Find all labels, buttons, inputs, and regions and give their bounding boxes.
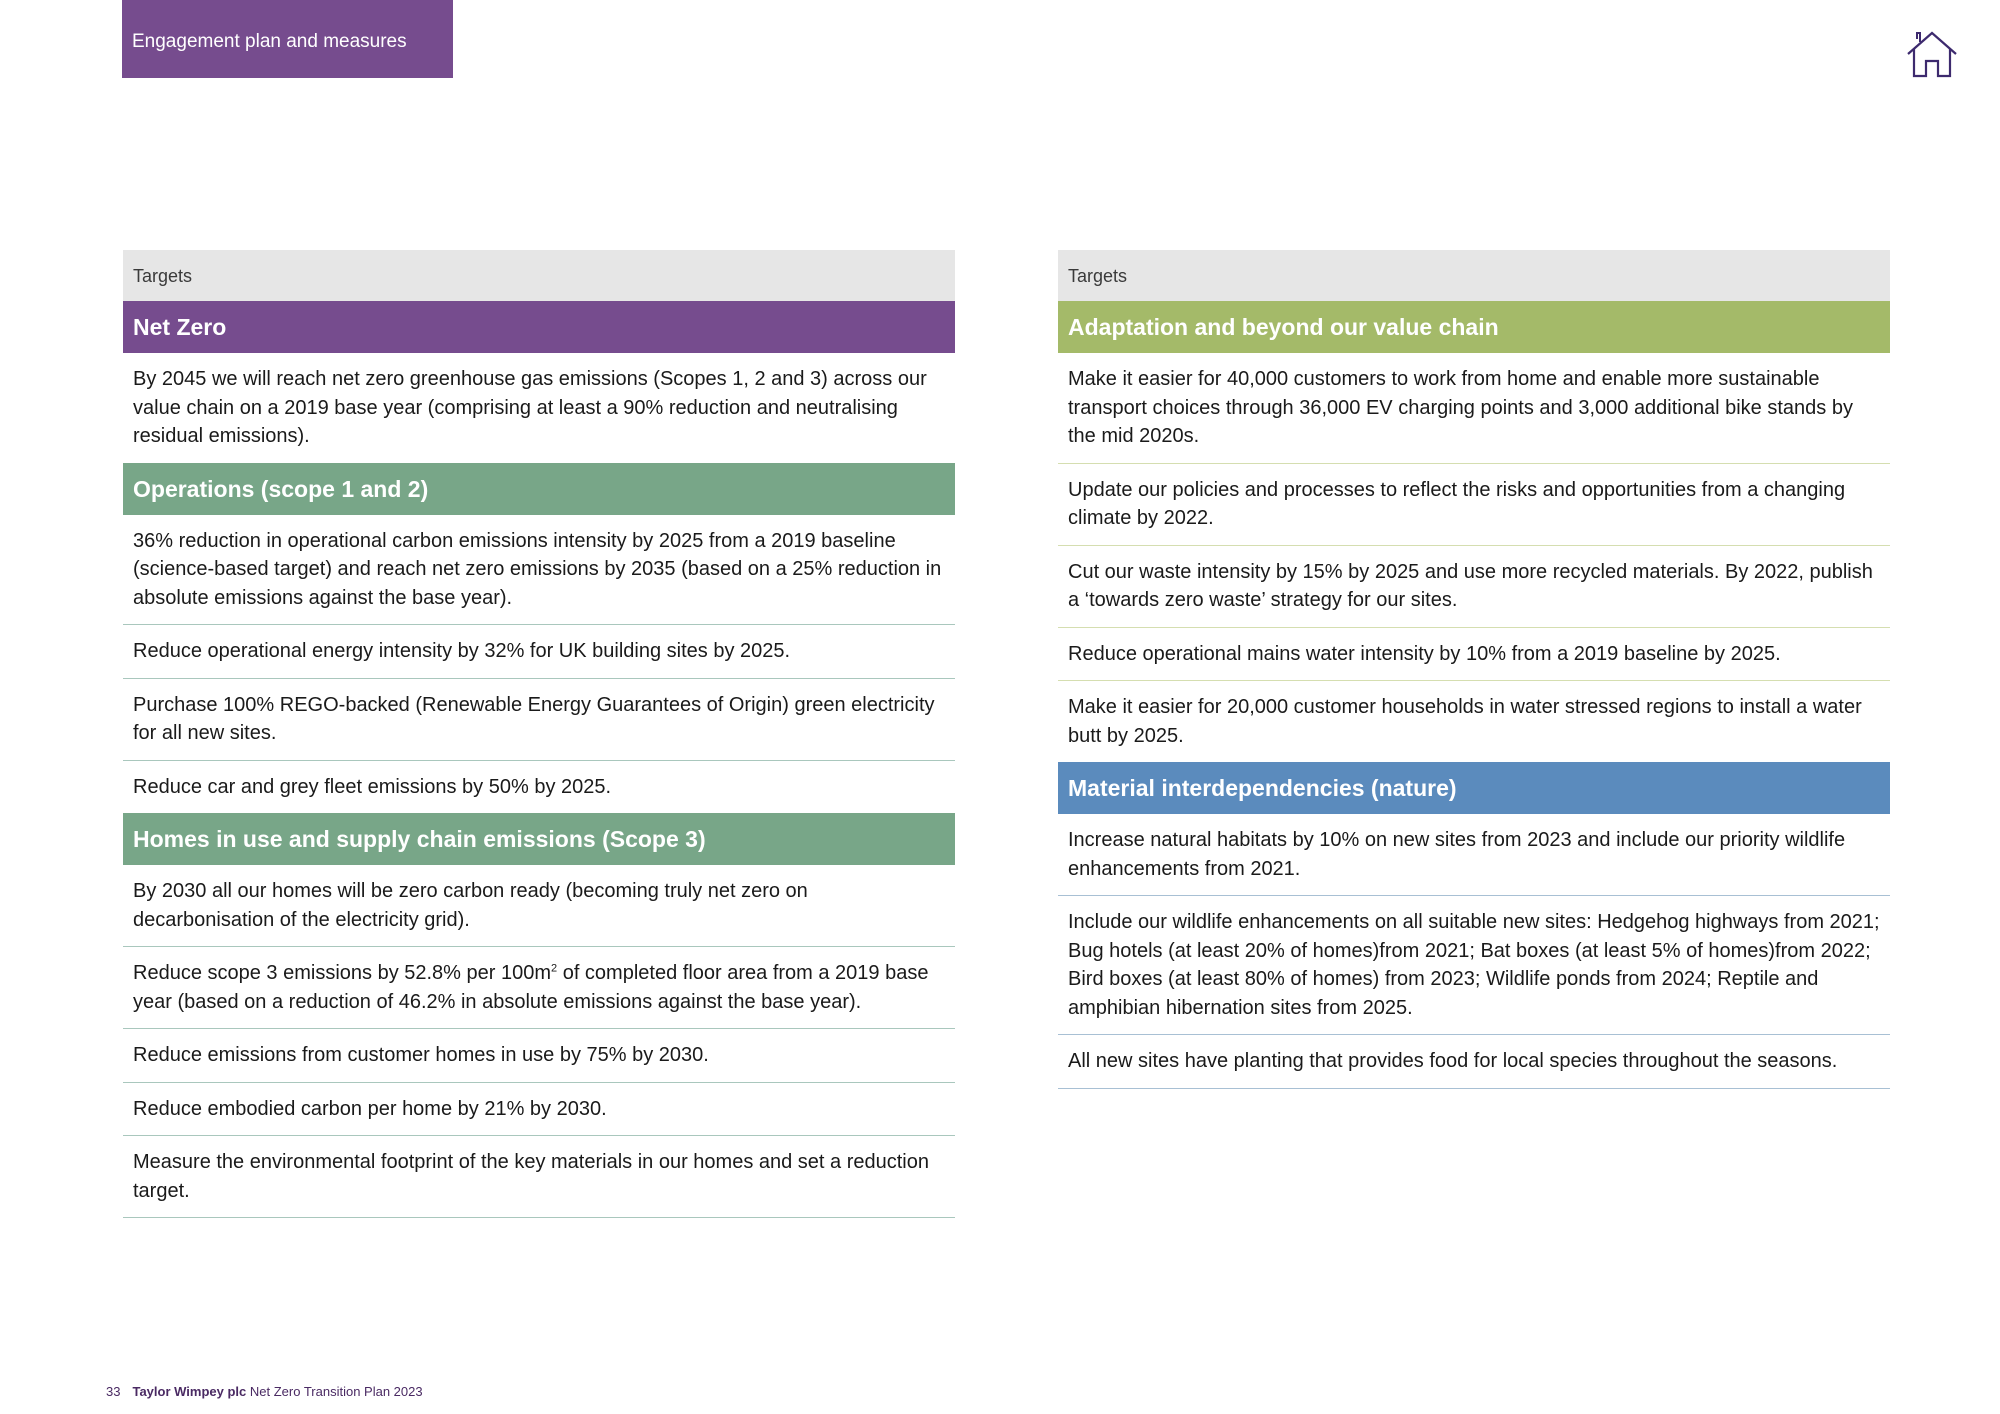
target-item: Reduce operational mains water intensity by 10% from a 2019 baseline by 2025. xyxy=(1058,628,1890,682)
target-item: Increase natural habitats by 10% on new sites from 2023 and include our priority wildlife enhancements from 2021. xyxy=(1058,814,1890,896)
page-number: 33 xyxy=(106,1384,121,1399)
target-text: of completed floor area from a 2019 base year (based on a reduction of 46.2% in absolute emissions against the base year). xyxy=(133,962,929,1013)
target-text: Reduce scope 3 emissions by 52.8% per 100m xyxy=(133,962,552,984)
section-tab[interactable]: Engagement plan and measures xyxy=(122,0,453,78)
target-item: Measure the environmental footprint of the key materials in our homes and set a reduction target. xyxy=(123,1136,955,1218)
target-item: Reduce car and grey fleet emissions by 50% by 2025. xyxy=(133,775,612,798)
target-item: Purchase 100% REGO-backed (Renewable Energy Guarantees of Origin) green electricity for all new sites. xyxy=(123,679,955,761)
target-item: Update our policies and processes to reflect the risks and opportunities from a changing climate by 2022. xyxy=(1058,464,1890,546)
material-heading: Material interdependencies (nature) xyxy=(1058,762,1890,814)
company-name: Taylor Wimpey plc xyxy=(132,1384,247,1399)
target-item: Reduce emissions from customer homes in use by 75% by 2030. xyxy=(123,1029,955,1083)
target-item: Make it easier for 40,000 customers to work from home and enable more sustainable transport choices through 36,000 EV charging points and 3,000 additional bike stands by the mid 2020s. xyxy=(1058,353,1890,464)
target-item: Make it easier for 20,000 customer households in water stressed regions to install a water butt by 2025. xyxy=(1068,696,1862,747)
target-item xyxy=(123,947,955,1029)
home-icon xyxy=(1904,30,1960,80)
target-item: All new sites have planting that provides food for local species throughout the seasons. xyxy=(1058,1035,1890,1089)
targets-header: Targets xyxy=(123,250,955,301)
target-item: Cut our waste intensity by 15% by 2025 and use more recycled materials. By 2022, publish a ‘towards zero waste’ strategy for our sites. xyxy=(1058,546,1890,628)
target-item: By 2030 all our homes will be zero carbon ready (becoming truly net zero on decarbonisation of the electricity grid). xyxy=(123,865,955,947)
superscript: 2 xyxy=(551,962,558,975)
operations-heading: Operations (scope 1 and 2) xyxy=(123,463,955,515)
target-item: Reduce operational energy intensity by 32% for UK building sites by 2025. xyxy=(123,625,955,679)
target-item: By 2045 we will reach net zero greenhouse gas emissions (Scopes 1, 2 and 3) across our value chain on a 2019 base year (comprising at least a 90% reduction and neutralising residual emissions). xyxy=(133,368,927,447)
targets-header: Targets xyxy=(1058,250,1890,301)
home-button[interactable] xyxy=(1904,30,1960,80)
left-targets-table xyxy=(123,250,955,1218)
net-zero-heading: Net Zero xyxy=(123,301,955,353)
adaptation-heading: Adaptation and beyond our value chain xyxy=(1058,301,1890,353)
target-item: Reduce embodied carbon per home by 21% by 2030. xyxy=(123,1083,955,1137)
homes-heading: Homes in use and supply chain emissions (Scope 3) xyxy=(123,813,955,865)
target-item: 36% reduction in operational carbon emissions intensity by 2025 from a 2019 baseline (science-based target) and reach net zero emissions by 2035 (based on a 25% reduction in absolute emissions against the base year). xyxy=(123,515,955,626)
right-targets-table xyxy=(1058,250,1890,1089)
target-item: Include our wildlife enhancements on all suitable new sites: Hedgehog highways from 2021; Bug hotels (at least 20% of homes)from 2021; Bat boxes (at least 5% of homes)from 2022; Bird boxes (at least 80% of homes) from 2023; Wildlife ponds from 2024; Reptile and amphibian hibernation sites from 2025. xyxy=(1058,896,1890,1035)
document-title: Net Zero Transition Plan 2023 xyxy=(249,1384,423,1399)
page-footer xyxy=(106,1384,423,1399)
